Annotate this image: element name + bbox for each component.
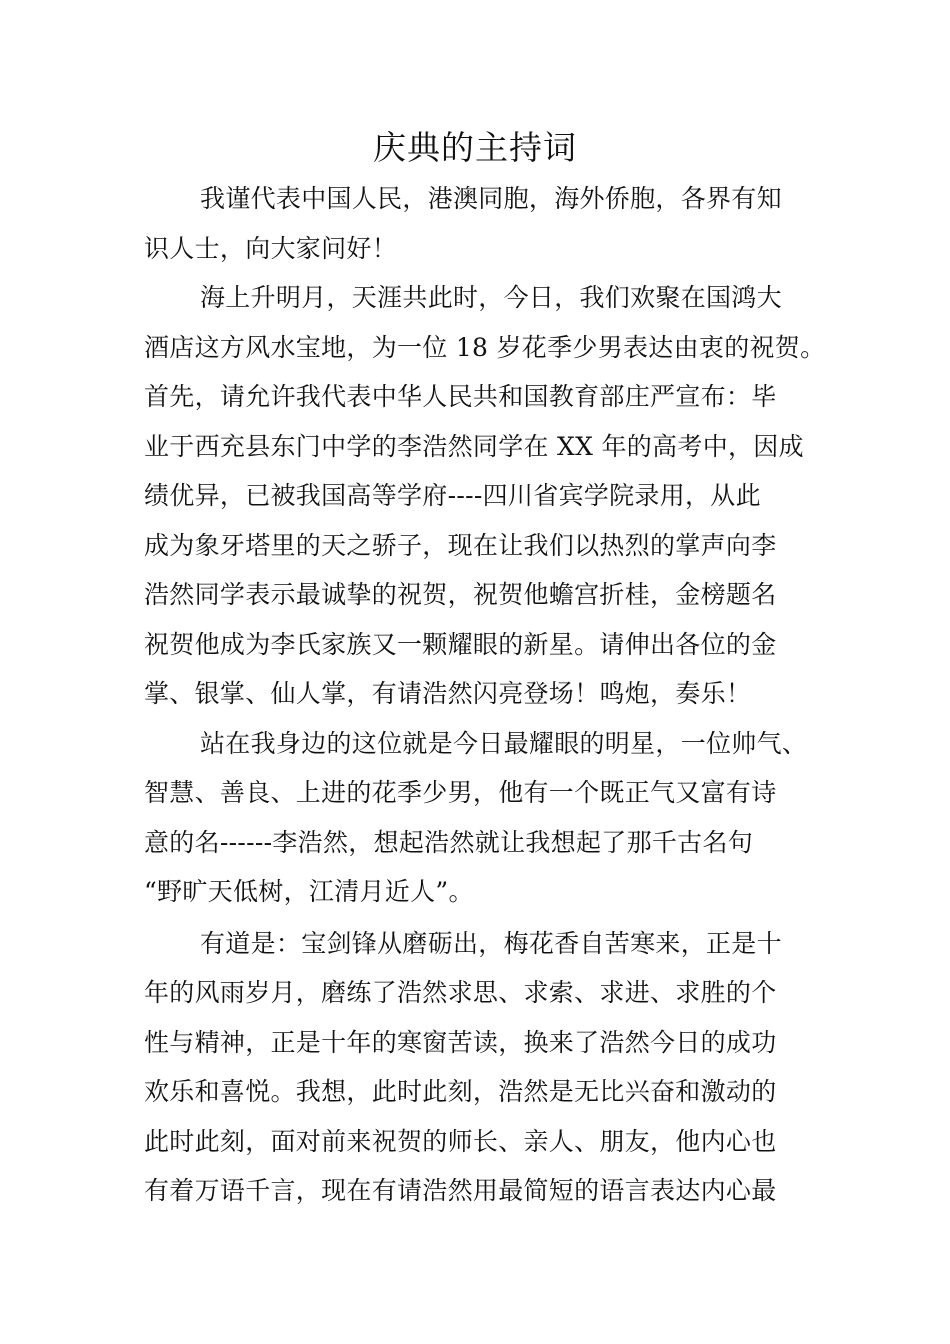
paragraph-line: 掌、银掌、仙人掌，有请浩然闪亮登场！鸣炮，奏乐！ bbox=[144, 679, 752, 708]
paragraph-line: 有道是：宝剑锋从磨砺出，梅花香自苦寒来，正是十 bbox=[200, 928, 782, 958]
paragraph-line: 绩优异，已被我国高等学府----四川省宾学院录用，从此 bbox=[144, 481, 761, 510]
paragraph-line: 首先，请允许我代表中华人民共和国教育部庄严宣布：毕 bbox=[144, 382, 777, 411]
paragraph-line: 站在我身边的这位就是今日最耀眼的明星，一位帅气、 bbox=[200, 728, 808, 758]
paragraph-line: 智慧、善良、上进的花季少男，他有一个既正气又富有诗 bbox=[144, 778, 777, 807]
paragraph-line: 年的风雨岁月，磨练了浩然求思、求索、求进、求胜的个 bbox=[144, 978, 777, 1007]
paragraph-line: 海上升明月，天涯共此时，今日，我们欢聚在国鸿大 bbox=[200, 283, 782, 312]
document-body bbox=[144, 174, 826, 1216]
paragraph-line: 酒店这方风水宝地，为一位 18 岁花季少男表达由衷的祝贺。 bbox=[144, 332, 826, 362]
paragraph-line: 此时此刻，面对前来祝贺的师长、亲人、朋友，他内心也 bbox=[144, 1126, 777, 1156]
paragraph-line: 识人士，向大家问好！ bbox=[144, 233, 398, 263]
paragraph-line: 欢乐和喜悦。我想，此时此刻，浩然是无比兴奋和激动的 bbox=[144, 1077, 777, 1106]
paragraph-line: 性与精神，正是十年的寒窗苦读，换来了浩然今日的成功 bbox=[144, 1027, 777, 1057]
paragraph-line: 有着万语千言，现在有请浩然用最简短的语言表达内心最 bbox=[144, 1176, 777, 1205]
paragraph-line: 浩然同学表示最诚挚的祝贺，祝贺他蟾宫折桂，金榜题名 bbox=[144, 580, 777, 609]
paragraph-line: 成为象牙塔里的天之骄子，现在让我们以热烈的掌声向李 bbox=[144, 530, 777, 560]
document-title: 庆典的主持词 bbox=[373, 128, 577, 167]
paragraph-line: 意的名------李浩然，想起浩然就让我想起了那千古名句 bbox=[144, 827, 754, 857]
paragraph-line: 祝贺他成为李氏家族又一颗耀眼的新星。请伸出各位的金 bbox=[144, 629, 777, 659]
paragraph-line: “野旷天低树，江清月近人”。 bbox=[144, 877, 474, 906]
paragraph-line: 业于西充县东门中学的李浩然同学在 XX 年的高考中，因成 bbox=[144, 431, 804, 461]
paragraph-line: 我谨代表中国人民，港澳同胞，海外侨胞，各界有知 bbox=[200, 184, 782, 213]
